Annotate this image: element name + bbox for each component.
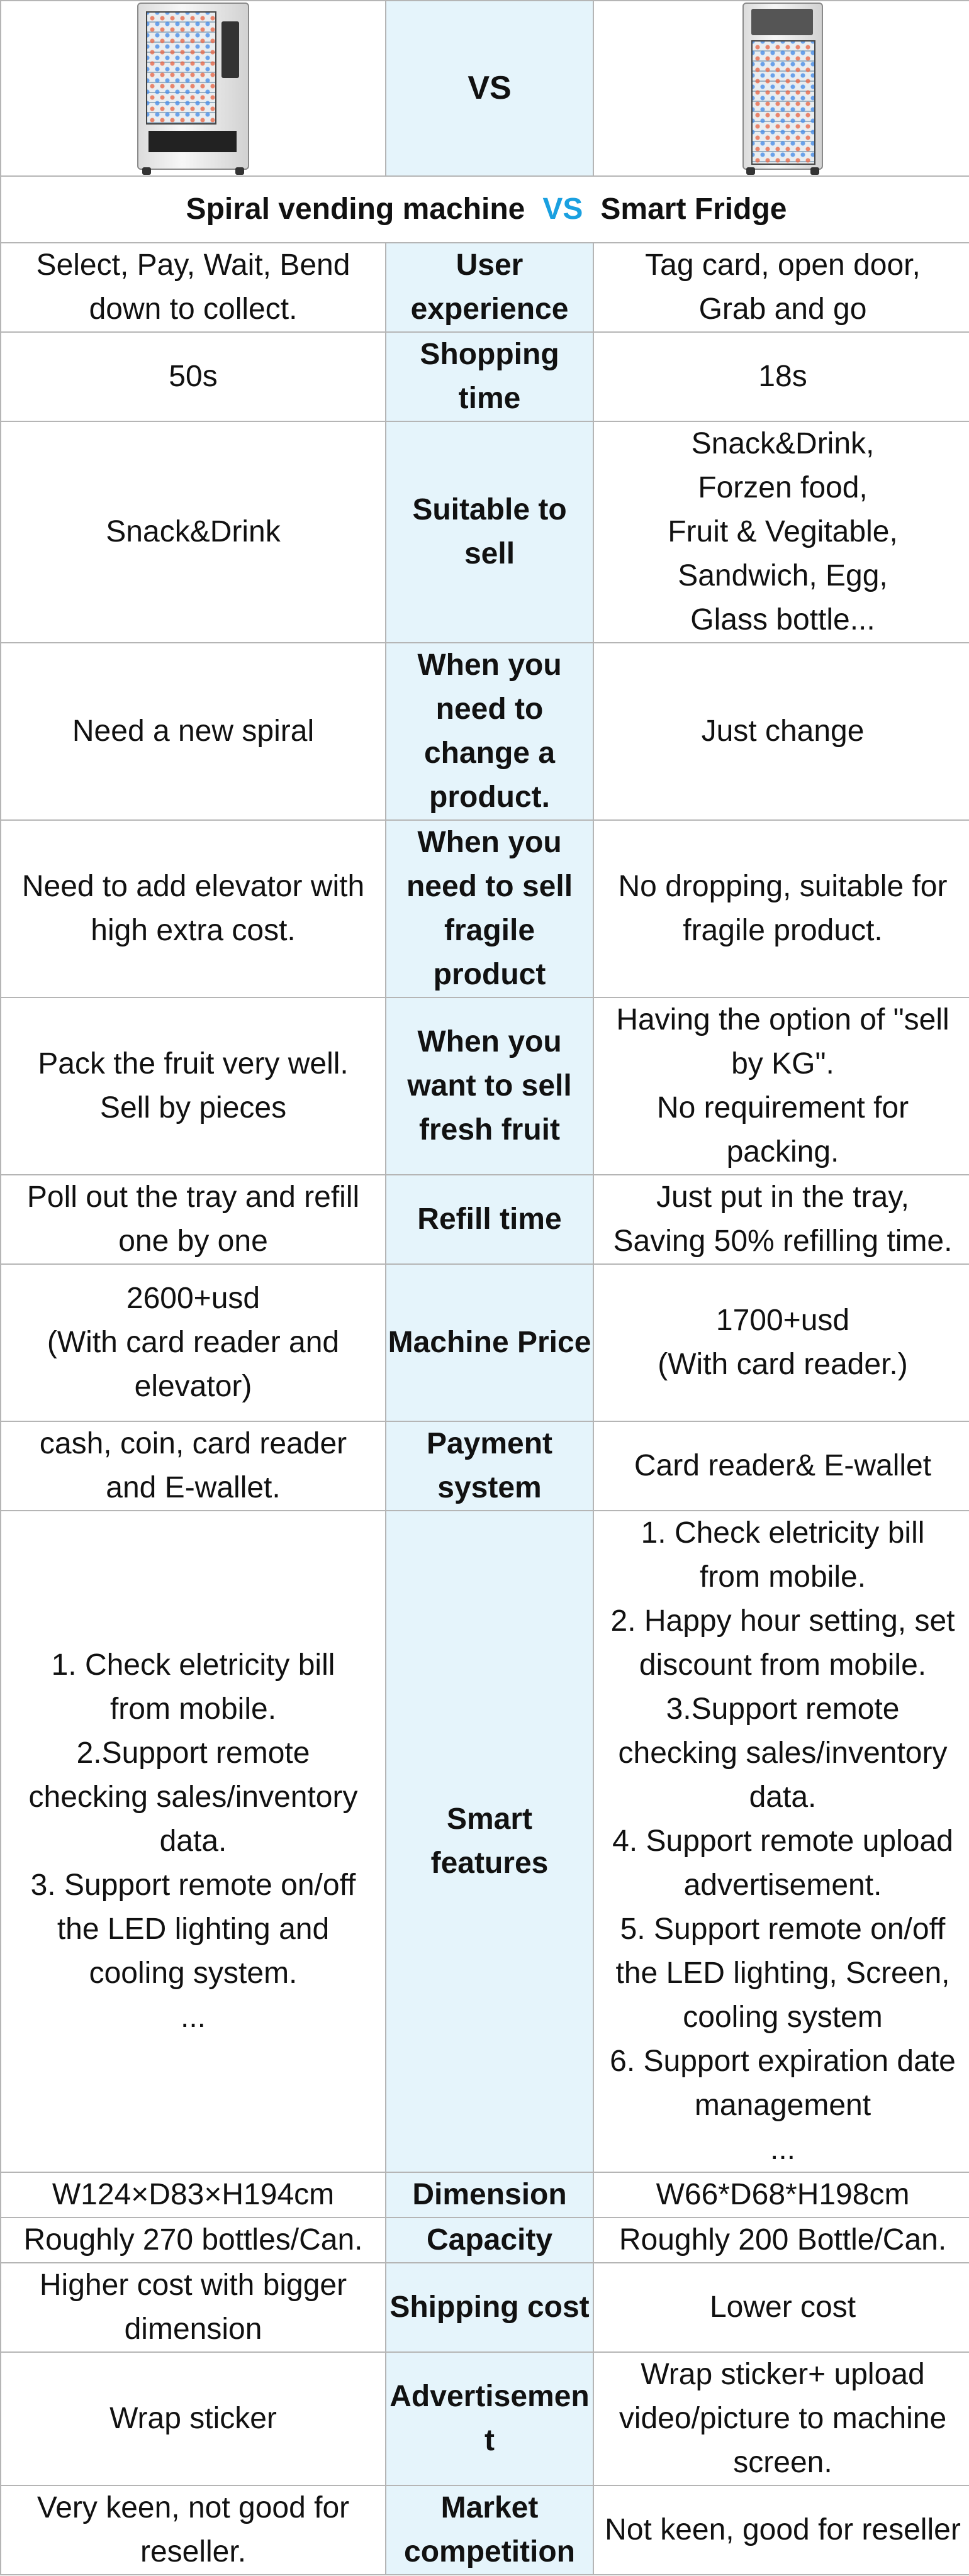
right-cell: Having the option of "sell by KG". No requirement for packing. (593, 997, 969, 1175)
table-row (1, 643, 969, 820)
left-cell: W124×D83×H194cm (1, 2172, 386, 2218)
left-cell: 50s (1, 332, 386, 421)
right-cell: Just change (593, 643, 969, 820)
right-cell: W66*D68*H198cm (593, 2172, 969, 2218)
row-label: Smart features (386, 1511, 593, 2172)
table-row (1, 2352, 969, 2485)
left-cell: Higher cost with bigger dimension (1, 2263, 386, 2352)
right-cell: No dropping, suitable for fragile product. (593, 820, 969, 997)
header-vs-cell (386, 1, 593, 176)
left-cell: Wrap sticker (1, 2352, 386, 2485)
header-row (1, 1, 969, 176)
row-label: Shipping cost (386, 2263, 593, 2352)
row-label: Capacity (386, 2218, 593, 2263)
title-cell (1, 176, 969, 243)
title-left: Spiral vending machine (186, 192, 525, 226)
left-cell: Very keen, not good for reseller. (1, 2485, 386, 2575)
left-cell: cash, coin, card reader and E-wallet. (1, 1421, 386, 1511)
row-label: Advertisement (386, 2352, 593, 2485)
row-label: Shopping time (386, 332, 593, 421)
right-image-cell (593, 1, 969, 176)
row-label: User experience (386, 243, 593, 332)
left-cell: Snack&Drink (1, 421, 386, 643)
table-row (1, 820, 969, 997)
left-cell: Need a new spiral (1, 643, 386, 820)
row-label: Dimension (386, 2172, 593, 2218)
title-row (1, 176, 969, 243)
left-cell: Need to add elevator with high extra cost. (1, 820, 386, 997)
table-row (1, 1421, 969, 1511)
table-row (1, 1175, 969, 1264)
row-label: When you need to sell fragile product (386, 820, 593, 997)
left-cell: Select, Pay, Wait, Bend down to collect. (1, 243, 386, 332)
table-row (1, 332, 969, 421)
table-row (1, 2218, 969, 2263)
row-label: Suitable to sell (386, 421, 593, 643)
spiral-vending-machine-image (137, 3, 249, 175)
table-row (1, 1511, 969, 2172)
table-row (1, 421, 969, 643)
row-label: Machine Price (386, 1264, 593, 1421)
right-cell: Card reader& E-wallet (593, 1421, 969, 1511)
table-row (1, 2263, 969, 2352)
right-cell: 1700+usd (With card reader.) (593, 1264, 969, 1421)
table-row (1, 997, 969, 1175)
title-vs: VS (542, 192, 583, 226)
left-cell: 2600+usd (With card reader and elevator) (1, 1264, 386, 1421)
table-row (1, 2485, 969, 2575)
right-cell: Wrap sticker+ upload video/picture to machine screen. (593, 2352, 969, 2485)
table-row (1, 2172, 969, 2218)
table-row (1, 243, 969, 332)
row-label: Refill time (386, 1175, 593, 1264)
title-right: Smart Fridge (600, 192, 787, 226)
row-label: When you need to change a product. (386, 643, 593, 820)
right-cell: Tag card, open door, Grab and go (593, 243, 969, 332)
right-cell: Roughly 200 Bottle/Can. (593, 2218, 969, 2263)
left-cell: Pack the fruit very well. Sell by pieces (1, 997, 386, 1175)
row-label: When you want to sell fresh fruit (386, 997, 593, 1175)
left-cell: 1. Check eletricity bill from mobile. 2.Support remote checking sales/inventory data. 3. Support remote on/off the LED lighting and cooling system. ... (1, 1511, 386, 2172)
smart-fridge-image (742, 3, 823, 175)
left-cell: Poll out the tray and refill one by one (1, 1175, 386, 1264)
left-cell: Roughly 270 bottles/Can. (1, 2218, 386, 2263)
right-cell: Not keen, good for reseller (593, 2485, 969, 2575)
right-cell: 1. Check eletricity bill from mobile. 2. Happy hour setting, set discount from mobile. 3.Support remote checking sales/inventory data. 4. Support remote upload advertisement. 5. Support remote on/off the LED lighting, Screen, cooling system 6. Support expiration date management ... (593, 1511, 969, 2172)
header-vs-label: VS (468, 69, 512, 106)
left-image-cell (1, 1, 386, 176)
right-cell: Just put in the tray, Saving 50% refilling time. (593, 1175, 969, 1264)
right-cell: Lower cost (593, 2263, 969, 2352)
row-label: Market competition (386, 2485, 593, 2575)
row-label: Payment system (386, 1421, 593, 1511)
table-row (1, 1264, 969, 1421)
right-cell: 18s (593, 332, 969, 421)
right-cell: Snack&Drink, Forzen food, Fruit & Vegitable, Sandwich, Egg, Glass bottle... (593, 421, 969, 643)
